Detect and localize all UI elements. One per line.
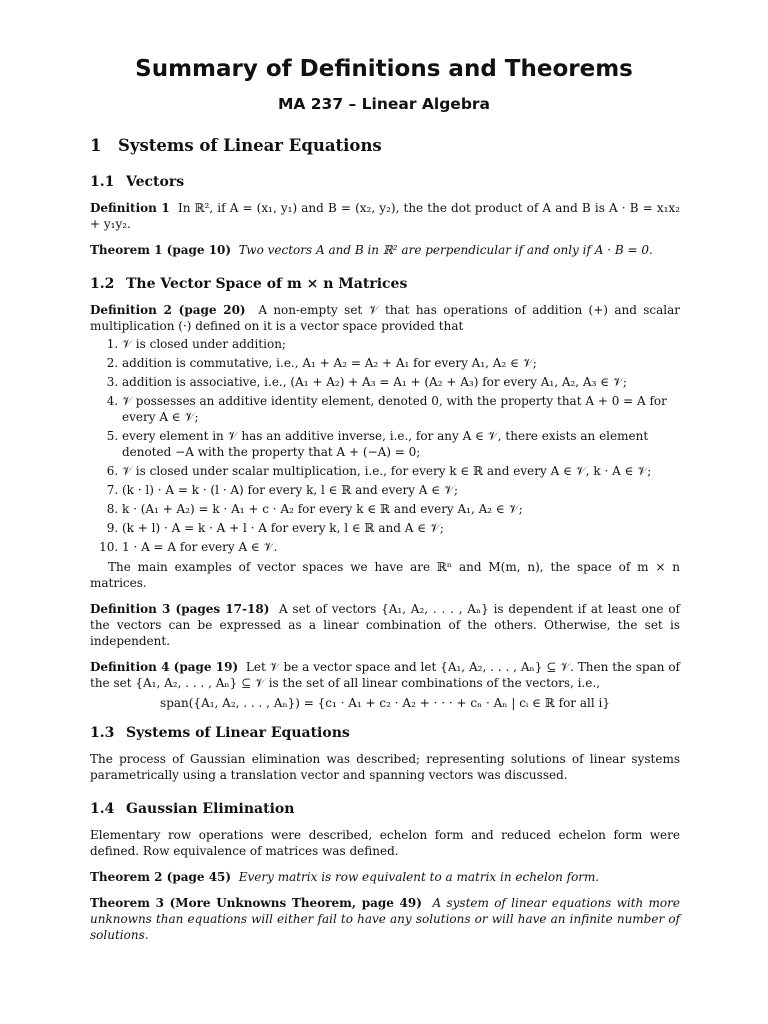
subsection-title: The Vector Space of m × n Matrices <box>126 276 408 292</box>
list-item: 7. (k · l) · A = k · (l · A) for every k, l ∈ ℝ and every A ∈ 𝒱; <box>122 482 680 498</box>
subsection-number: 1.1 <box>90 174 115 190</box>
theorem-3 <box>90 895 680 943</box>
examples-paragraph: The main examples of vector spaces we have are ℝⁿ and M(m, n), the space of m × n matrices. <box>90 560 680 590</box>
subsection-heading-1-4 <box>90 801 680 817</box>
list-item: 2. addition is commutative, i.e., A₁ + A₂ = A₂ + A₁ for every A₁, A₂ ∈ 𝒱; <box>122 355 680 371</box>
section-number: 1 <box>90 136 102 155</box>
subsection-number: 1.4 <box>90 801 115 817</box>
page-subtitle: MA 237 – Linear Algebra <box>277 95 491 113</box>
definition-4 <box>90 659 680 691</box>
list-item: 10. 1 · A = A for every A ∈ 𝒱. <box>122 539 680 555</box>
theorem-label: Theorem 1 (page 10) <box>90 243 232 257</box>
subsection-number: 1.3 <box>90 725 115 741</box>
subsection-title: Gaussian Elimination <box>126 801 295 817</box>
list-item: 9. (k + l) · A = k · A + l · A for every k, l ∈ ℝ and A ∈ 𝒱; <box>122 520 680 536</box>
theorem-label: Theorem 3 (More Unknowns Theorem, page 49) <box>90 896 422 910</box>
definition-label: Definition 2 (page 20) <box>90 303 246 317</box>
definition-text: A non-empty set 𝒱 that has operations of addition (+) and scalar multiplication (·) defined on it is a vector space provided that <box>90 303 680 333</box>
definition-label: Definition 3 (pages 17-18) <box>90 602 270 616</box>
theorem-label: Theorem 2 (page 45) <box>90 870 232 884</box>
theorem-2 <box>90 869 680 885</box>
list-item: 1. 𝒱 is closed under addition; <box>122 336 680 352</box>
definition-2 <box>90 302 680 334</box>
vector-space-axioms-list <box>90 336 680 555</box>
subsection-heading-1-2 <box>90 276 680 292</box>
list-item: 5. every element in 𝒱 has an additive inverse, i.e., for any A ∈ 𝒱, there exists an element denoted −A with the property that A + (−A) = 0; <box>122 428 680 460</box>
document-body <box>90 138 680 953</box>
theorem-1 <box>90 242 680 258</box>
span-formula: span({A₁, A₂, . . . , Aₙ}) = {c₁ · A₁ + c₂ · A₂ + · · · + cₙ · Aₙ | cᵢ ∈ ℝ for all i} <box>160 696 610 710</box>
list-item: 4. 𝒱 possesses an additive identity element, denoted 0, with the property that A + 0 = A for every A ∈ 𝒱; <box>122 393 680 425</box>
paragraph: The process of Gaussian elimination was described; representing solutions of linear systems parametrically using a translation vector and spanning vectors was discussed. <box>90 752 680 782</box>
definition-text: Let 𝒱 be a vector space and let {A₁, A₂, . . . , Aₙ} ⊆ 𝒱. Then the span of the set {A₁, A₂, . . . , Aₙ} ⊆ 𝒱 is the set of all linear combinations of the vectors, i.e., <box>90 660 680 690</box>
subsection-heading-1-3 <box>90 725 680 741</box>
definition-text: A set of vectors {A₁, A₂, . . . , Aₙ} is dependent if at least one of the vectors can be expressed as a linear combination of the others. Otherwise, the set is independent. <box>90 602 680 648</box>
definition-text: In ℝ², if A = (x₁, y₁) and B = (x₂, y₂), the the dot product of A and B is A · B = x₁x₂ + y₁y₂. <box>90 201 680 231</box>
section-heading-1 <box>90 138 680 154</box>
page-title: Summary of Definitions and Theorems <box>135 56 633 82</box>
definition-label: Definition 1 <box>90 201 170 215</box>
theorem-text: A system of linear equations with more unknowns than equations will either fail to have any solutions or will have an infinite number of solutions. <box>90 896 680 942</box>
subsection-title: Systems of Linear Equations <box>126 725 350 741</box>
list-item: 8. k · (A₁ + A₂) = k · A₁ + c · A₂ for every k ∈ ℝ and every A₁, A₂ ∈ 𝒱; <box>122 501 680 517</box>
theorem-text: Two vectors A and B in ℝ² are perpendicular if and only if A · B = 0. <box>238 243 653 257</box>
section-title: Systems of Linear Equations <box>118 136 382 155</box>
subsection-heading-1-1 <box>90 174 680 190</box>
list-item: 6. 𝒱 is closed under scalar multiplication, i.e., for every k ∈ ℝ and every A ∈ 𝒱, k · A ∈ 𝒱; <box>122 463 680 479</box>
definition-label: Definition 4 (page 19) <box>90 660 239 674</box>
paragraph: Elementary row operations were described, echelon form and reduced echelon form were defined. Row equivalence of matrices was defined. <box>90 828 680 858</box>
definition-3 <box>90 601 680 649</box>
subsection-title: Vectors <box>126 174 185 190</box>
definition-1 <box>90 200 680 232</box>
list-item: 3. addition is associative, i.e., (A₁ + A₂) + A₃ = A₁ + (A₂ + A₃) for every A₁, A₂, A₃ ∈ 𝒱; <box>122 374 680 390</box>
theorem-text: Every matrix is row equivalent to a matrix in echelon form. <box>238 870 600 884</box>
subsection-number: 1.2 <box>90 276 115 292</box>
